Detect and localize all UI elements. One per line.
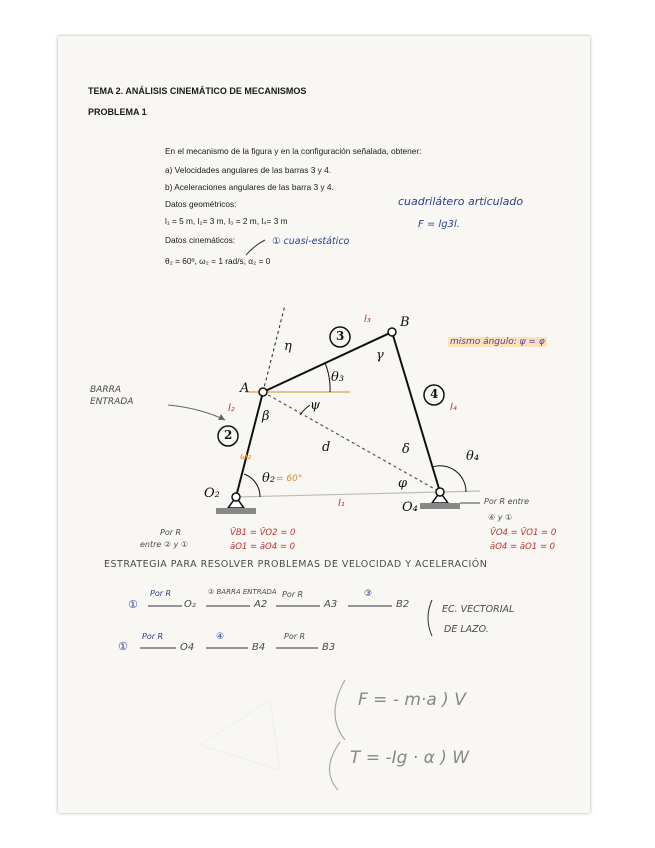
torque-equation: T = -Ig · α ) W xyxy=(350,748,470,768)
note-por-r-right: Por R entre xyxy=(484,497,529,506)
label-theta3: θ₃ xyxy=(331,370,345,385)
note-mismo-angulo: mismo ángulo: ψ = φ xyxy=(450,337,545,347)
ground-line xyxy=(236,492,440,497)
label-o4: O₄ xyxy=(402,500,418,515)
label-o2: O₂ xyxy=(204,486,220,501)
link-3 xyxy=(263,332,392,392)
note-cinematico: ① cuasi-estático xyxy=(272,236,350,247)
de-lazo: DE LAZO. xyxy=(444,624,489,635)
ec-vectorial: EC. VECTORIAL xyxy=(442,604,515,615)
label-theta4: θ₄ xyxy=(466,449,480,464)
link-4 xyxy=(392,332,440,492)
cin-title: Datos cinemáticos: xyxy=(165,235,236,245)
label-psi: ψ xyxy=(310,398,321,413)
row1-por2: Por R xyxy=(282,590,304,599)
eq-acc-right: āO4 = āO1 = 0 xyxy=(490,542,556,552)
row2-b4: B4 xyxy=(252,642,266,653)
row1-a2: A2 xyxy=(254,599,268,610)
note-cuadrilatero: cuadrilátero articulado xyxy=(398,195,524,208)
row1-o2: O₂ xyxy=(184,599,196,610)
note-por-r-left: Por R xyxy=(160,528,182,537)
note-sixty: = 60° xyxy=(276,474,303,484)
note-l2: l₂ xyxy=(228,403,235,414)
theta2-arc xyxy=(244,474,260,497)
row2-start: ① xyxy=(118,640,128,653)
eq-vel-left: V̄B1 = V̄O2 = 0 xyxy=(230,528,296,538)
label-beta: β xyxy=(262,409,270,424)
statement-intro: En el mecanismo de la figura y en la configuración señalada, obtener: xyxy=(165,146,422,156)
joint-b xyxy=(388,328,396,336)
label-delta: δ xyxy=(402,442,410,457)
row1-por1: Por R xyxy=(150,589,172,598)
link-2 xyxy=(236,392,263,497)
row1-a3: A3 xyxy=(324,599,338,610)
row1-barra: ② BARRA ENTRADA xyxy=(208,588,277,596)
note-barra-entrada: BARRA ENTRADA xyxy=(90,385,134,407)
row2-por2: Por R xyxy=(284,632,306,641)
geo-data: l₁ = 5 m, l₂= 3 m, l₃ = 2 m, l₄= 3 m xyxy=(165,216,288,226)
note-l3: l₃ xyxy=(364,314,371,325)
joint-a xyxy=(259,388,267,396)
statement-b: b) Aceleraciones angulares de las barra 3 y 4. xyxy=(165,182,334,192)
label-eta: η xyxy=(284,339,292,354)
statement-a: a) Velocidades angulares de las barras 3 y 4. xyxy=(165,165,332,175)
row2-o4: O4 xyxy=(180,642,195,653)
label-d: d xyxy=(322,440,331,455)
note-f-formula: F = lg3l. xyxy=(418,219,460,230)
note-l4: l₄ xyxy=(450,402,457,413)
row2-por1: Por R xyxy=(142,632,164,641)
geo-title: Datos geométricos: xyxy=(165,199,237,209)
label-a: A xyxy=(240,381,250,396)
label-bar3: 3 xyxy=(336,329,345,343)
row2-b3: B3 xyxy=(322,642,336,653)
note-entre-left: entre ② y ① xyxy=(140,540,189,549)
row2-four: ④ xyxy=(216,632,225,642)
problema-heading: PROBLEMA 1 xyxy=(88,107,147,117)
dashed-extension xyxy=(263,305,285,392)
note-four-one: ④ y ① xyxy=(488,513,513,522)
note-w2: ω₂ xyxy=(240,452,252,462)
label-bar4: 4 xyxy=(430,387,439,401)
row1-start: ① xyxy=(128,598,138,611)
force-equation: F = - m·a ) V xyxy=(358,690,466,710)
label-b: B xyxy=(400,315,410,330)
label-theta2: θ₂ xyxy=(262,471,276,486)
tema-heading: TEMA 2. ANÁLISIS CINEMÁTICO DE MECANISMOS xyxy=(88,86,307,96)
eq-vel-right: V̄O4 = V̄O1 = 0 xyxy=(490,528,557,538)
label-bar2: 2 xyxy=(224,428,233,442)
row1-b2: B2 xyxy=(396,599,410,610)
row1-three: ③ xyxy=(364,589,373,599)
label-gamma: γ xyxy=(376,348,384,363)
eq-acc-left: āO1 = āO4 = 0 xyxy=(230,542,296,552)
estrategia-title: ESTRATEGIA PARA RESOLVER PROBLEMAS DE VELOCIDAD Y ACELERACIÓN xyxy=(104,559,488,570)
cin-data: θ₂ = 60º, ω₂ = 1 rad/s, α₂ = 0 xyxy=(165,256,271,266)
theta3-arc xyxy=(325,363,330,392)
note-l1: l₁ xyxy=(338,498,345,509)
label-phi: φ xyxy=(398,476,408,491)
